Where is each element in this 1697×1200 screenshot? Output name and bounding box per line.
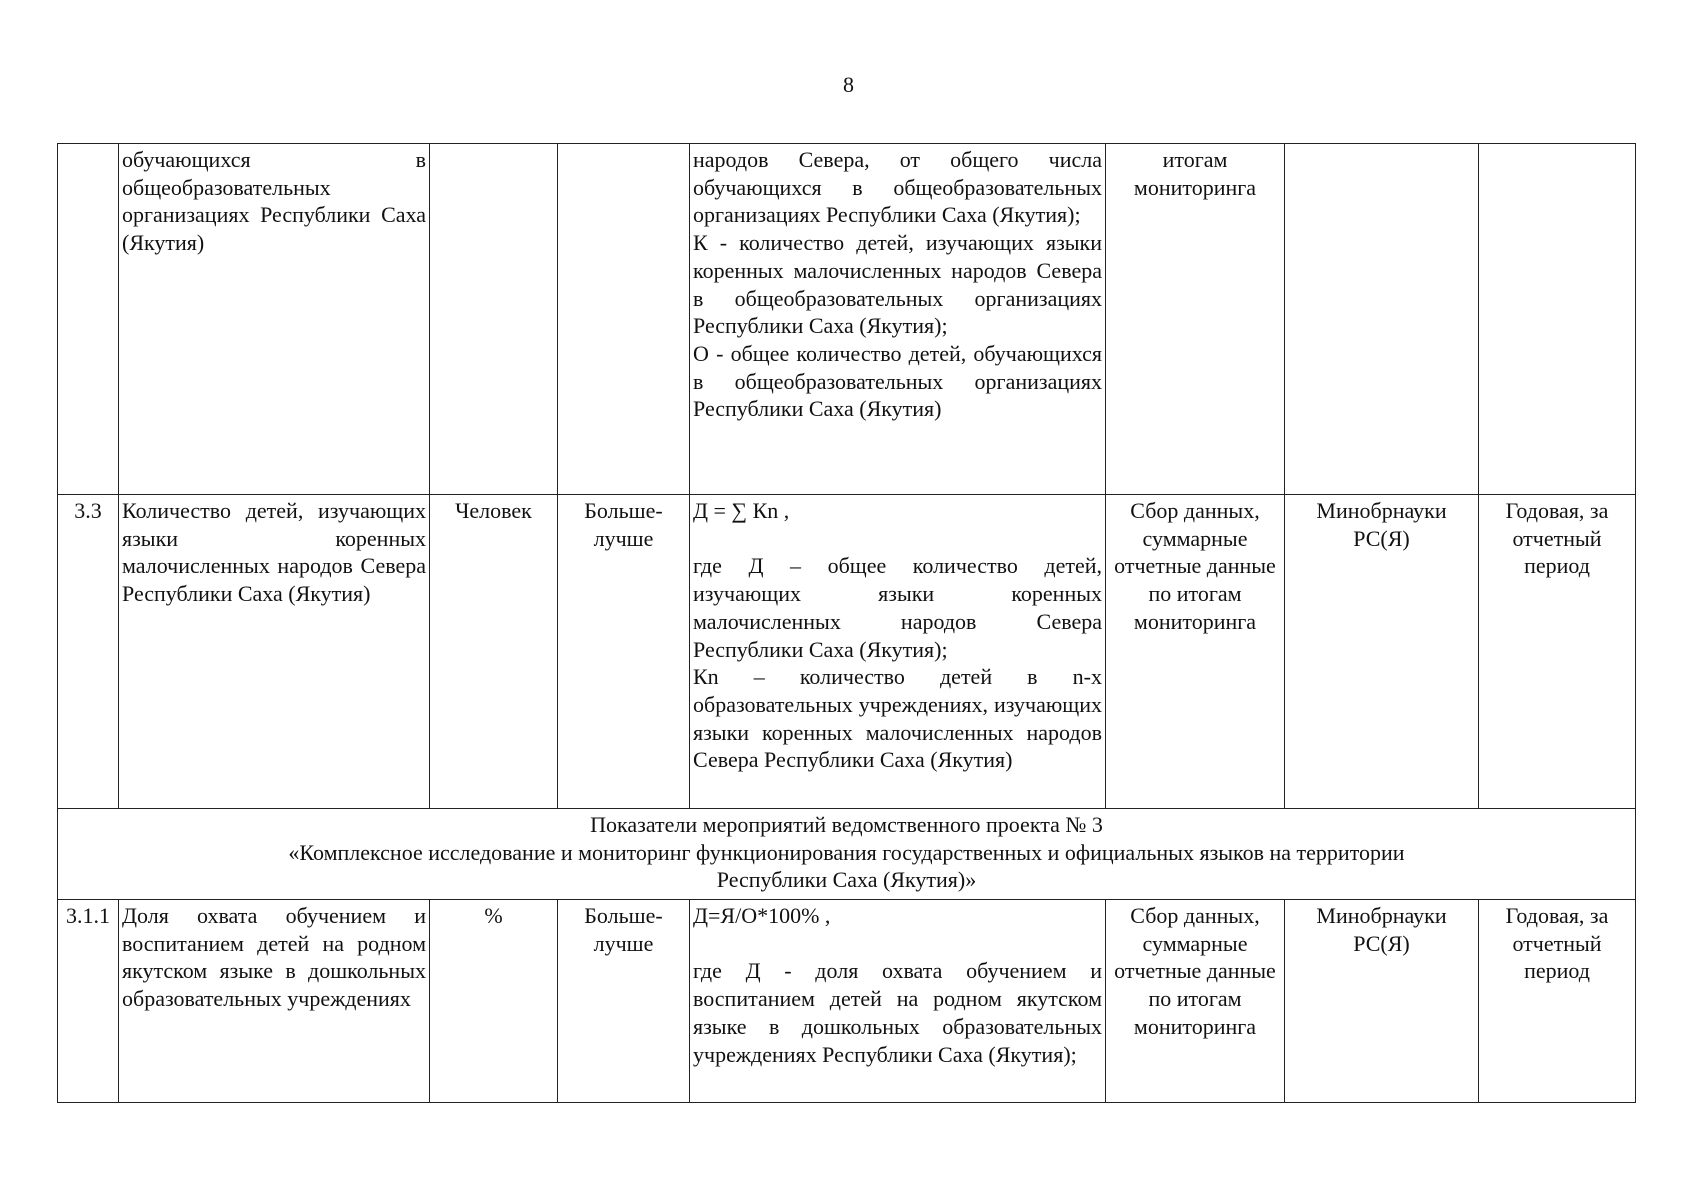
cell-period bbox=[1479, 144, 1636, 495]
section-title-line: Республики Саха (Якутия)» bbox=[716, 867, 977, 893]
cell-unit bbox=[430, 144, 558, 495]
formula-expression: Д = ∑ Кn , bbox=[693, 498, 790, 523]
cell-number: 3.3 bbox=[58, 495, 119, 809]
section-title-line: Показатели мероприятий ведомственного проекта № 3 bbox=[590, 812, 1103, 837]
spacer bbox=[693, 930, 1102, 958]
formula-paragraph: где Д – общее количество детей, изучающих языки коренных малочисленных народов Севера Республики Саха (Якутия); bbox=[693, 553, 1102, 662]
formula-paragraph: Кn – количество детей в n-х образовательных учреждениях, изучающих языки коренных малочисленных народов Севера Республики Саха (Якутия) bbox=[693, 664, 1102, 773]
cell-formula bbox=[690, 900, 1106, 1103]
formula-paragraph: народов Севера, от общего числа обучающихся в общеобразовательных организациях Республики Саха (Якутия); bbox=[693, 147, 1102, 228]
cell-formula bbox=[690, 495, 1106, 809]
page-number: 8 bbox=[843, 72, 854, 97]
formula-paragraph: К - количество детей, изучающих языки коренных малочисленных народов Севера в общеобразовательных организациях Республики Саха (Якутия); bbox=[693, 230, 1102, 339]
cell-indicator-name bbox=[119, 144, 430, 495]
indicator-name-text: обучающихся в общеобразовательных организациях Республики Саха (Якутия) bbox=[122, 147, 426, 256]
table-row bbox=[58, 900, 1636, 1103]
cell-indicator-name: Количество детей, изучающих языки коренных малочисленных народов Севера Республики Саха (Якутия) bbox=[119, 495, 430, 809]
cell-data-source: Сбор данных, суммарные отчетные данные по итогам мониторинга bbox=[1106, 900, 1285, 1103]
cell-formula bbox=[690, 144, 1106, 495]
cell-unit: % bbox=[430, 900, 558, 1103]
cell-number bbox=[58, 144, 119, 495]
section-header bbox=[58, 809, 1636, 900]
section-header-row bbox=[58, 809, 1636, 900]
spacer bbox=[693, 525, 1102, 553]
cell-indicator-name: Доля охвата обучением и воспитанием детей на родном якутском языке в дошкольных образовательных учреждениях bbox=[119, 900, 430, 1103]
indicators-table bbox=[57, 143, 1636, 1103]
cell-responsible: Минобрнауки РС(Я) bbox=[1285, 495, 1479, 809]
cell-direction: Больше-лучше bbox=[558, 495, 690, 809]
cell-responsible bbox=[1285, 144, 1479, 495]
formula-expression: Д=Я/О*100% , bbox=[693, 903, 831, 928]
table-row bbox=[58, 495, 1636, 809]
section-title-line: «Комплексное исследование и мониторинг функционирования государственных и официальных языков на территории bbox=[288, 839, 1405, 865]
cell-unit: Человек bbox=[430, 495, 558, 809]
cell-responsible: Минобрнауки РС(Я) bbox=[1285, 900, 1479, 1103]
cell-number: 3.1.1 bbox=[58, 900, 119, 1103]
cell-direction bbox=[558, 144, 690, 495]
cell-period: Годовая, за отчетный период bbox=[1479, 900, 1636, 1103]
formula-paragraph: О - общее количество детей, обучающихся в общеобразовательных организациях Республики Саха (Якутия) bbox=[693, 340, 1102, 422]
formula-paragraph: где Д - доля охвата обучением и воспитанием детей на родном якутском языке в дошкольных образовательных учреждениях Республики Саха (Якутия); bbox=[693, 958, 1102, 1067]
cell-direction: Больше-лучше bbox=[558, 900, 690, 1103]
cell-data-source: Сбор данных, суммарные отчетные данные по итогам мониторинга bbox=[1106, 495, 1285, 809]
cell-period: Годовая, за отчетный период bbox=[1479, 495, 1636, 809]
cell-data-source: итогам мониторинга bbox=[1106, 144, 1285, 495]
table-row bbox=[58, 144, 1636, 495]
